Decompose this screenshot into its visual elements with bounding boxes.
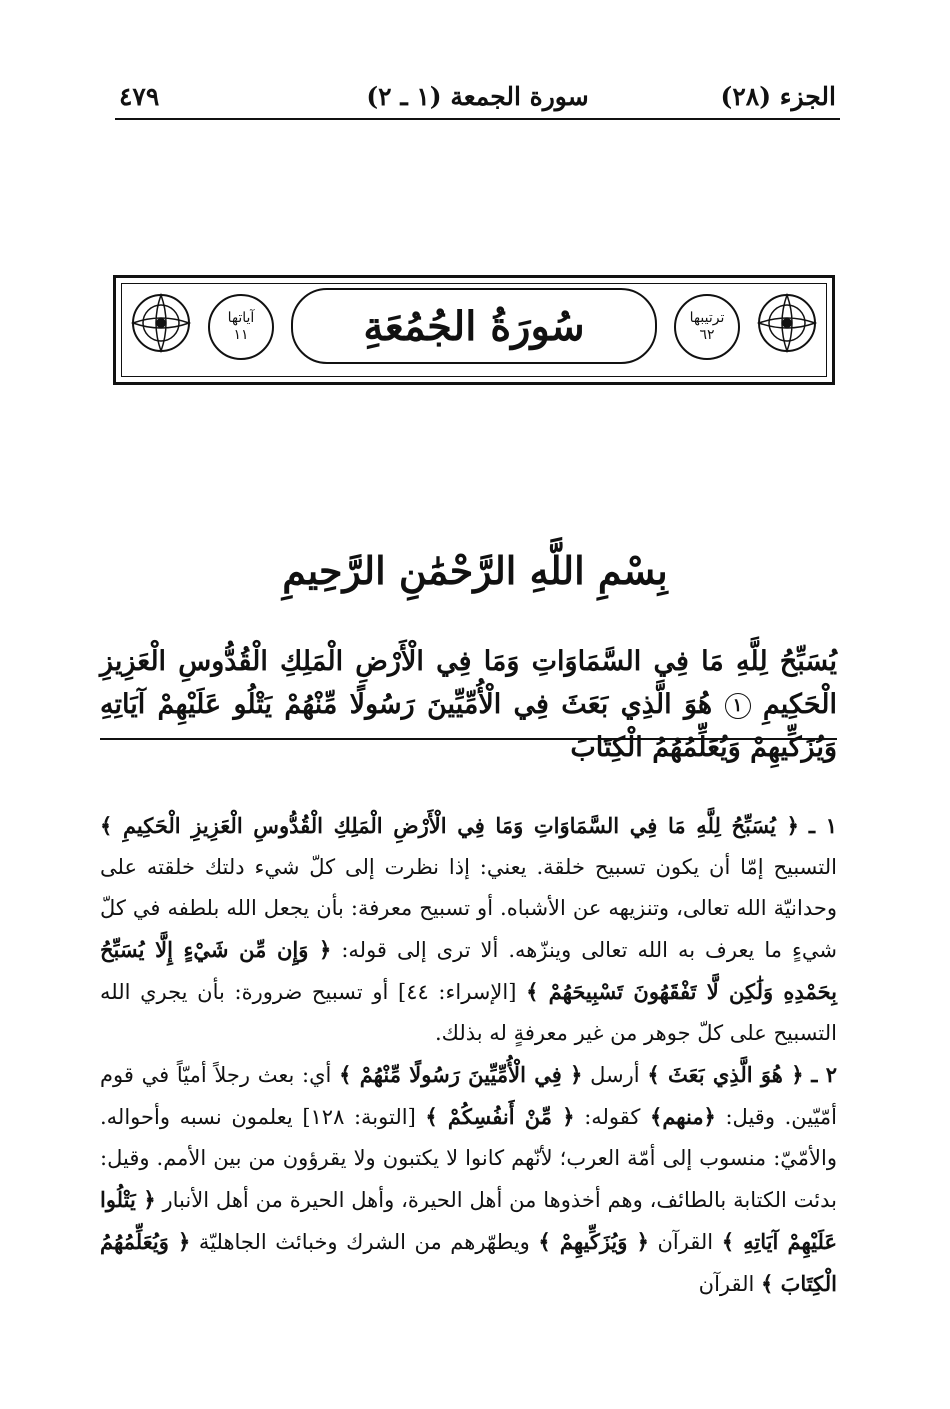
commentary-text: [التوبة: ١٢٨] يعلمون نسبه وأحواله. والأمّيّ: منسوب إلى أمّة العرب؛ لأنّهم كانوا لا يكتبون ولا يقرؤون من بين الأمم. وقيل: بدئت الكتابة بالطائف، وهم أخذوها من أهل الحيرة، وأهل الحيرة من أهل الأنبار: [100, 1105, 838, 1212]
page-header: [115, 78, 840, 120]
surah-name-cartouche: [291, 288, 657, 364]
commentary-text: القرآن: [698, 1272, 762, 1296]
quoted-verse: ﴿ فِي الْأُمِّيِّينَ رَسُولًا مِّنْهُمْ ﴾: [339, 1062, 583, 1087]
surah-range-title: سورة الجمعة (١ ـ ٢): [366, 82, 589, 111]
part-label: الجزء (٢٨): [720, 82, 836, 111]
surah-banner: [113, 275, 835, 385]
quoted-verse: ﴿ وَإِن مِّن شَيْءٍ إِلَّا يُسَبِّحُ بِحَمْدِهِ وَلَٰكِن لَّا تَفْقَهُونَ تَسْبِيحَهُمْ ﴾: [100, 937, 837, 1004]
page-number: ٤٧٩: [119, 82, 160, 111]
commentary-text: التسبيح إمّا أن يكون تسبيح خلقة. يعني: إذا نظرت إلى كلّ شيء دلتك خلقته على وحدانيّة الله تعالى، وتنزيهه عن الأشباه. أو تسبيح معرفة: بأن يجعل الله بلطفه في كلّ شيءٍ ما يعرف به الله تعالى وينزّهه. ألا ترى إلى قوله:: [100, 855, 837, 962]
verse-2: هُوَ الَّذِي بَعَثَ فِي الْأُمِّيِّينَ رَسُولًا مِّنْهُمْ يَتْلُو عَلَيْهِمْ آيَاتِهِ وَيُزَكِّيهِمْ وَيُعَلِّمُهُمُ الْكِتَابَ: [100, 689, 837, 763]
commentary-text: القرآن: [648, 1230, 722, 1254]
commentary-text: ويطهّرهم من الشرك وخبائث الجاهليّة: [190, 1230, 539, 1254]
quoted-verse: ﴿ يَتْلُوا عَلَيْهِمْ آيَاتِهِ ﴾: [100, 1187, 838, 1254]
commentary-paragraph-1: [100, 805, 837, 1054]
verses-value: ١١: [233, 327, 249, 343]
quran-verses: [100, 640, 837, 769]
basmala: بِسْمِ اللَّهِ الرَّحْمَٰنِ الرَّحِيمِ: [282, 548, 668, 593]
order-value: ٦٢: [699, 327, 715, 343]
quoted-verse: ﴿ وَيُزَكِّيهِمْ ﴾: [538, 1229, 649, 1254]
right-ornament-icon: [752, 288, 822, 358]
verse-number-1: ١: [725, 693, 751, 719]
paragraph-number: ١ ـ: [808, 813, 837, 838]
verses-label: آياتها: [227, 310, 255, 327]
verse-count-medallion: [208, 294, 274, 360]
commentary-paragraph-2: [100, 1054, 837, 1305]
quoted-verse: ﴿منهم﴾: [650, 1104, 716, 1129]
commentary-text: كقوله:: [574, 1105, 651, 1129]
commentary-text: أي: بعث رجلاً أميّاً في قوم أمّيّين. وقيل:: [100, 1063, 838, 1129]
order-label: ترتيبها: [689, 310, 725, 327]
verse-1: يُسَبِّحُ لِلَّهِ مَا فِي السَّمَاوَاتِ وَمَا فِي الْأَرْضِ الْمَلِكِ الْقُدُّوسِ الْعَزِيزِ الْحَكِيمِ: [100, 646, 838, 720]
surah-name: سُورَةُ الجُمُعَةِ: [363, 302, 585, 350]
quoted-verse: ﴿ وَيُعَلِّمُهُمُ الْكِتَابَ ﴾: [100, 1229, 837, 1296]
quoted-verse: ﴿ يُسَبِّحُ لِلَّهِ مَا فِي السَّمَاوَاتِ وَمَا فِي الْأَرْضِ الْمَلِكِ الْقُدُّوسِ الْعَزِيزِ الْحَكِيمِ ﴾: [100, 813, 799, 838]
commentary-text: أرسل: [582, 1063, 648, 1087]
left-ornament-icon: [126, 288, 196, 358]
commentary-text: [الإسراء: ٤٤] أو تسبيح ضرورة: بأن يجري الله التسبيح على كلّ جوهر من غير معرفةٍ له بذلك.: [100, 980, 837, 1045]
quoted-verse: ﴿ مِّنْ أَنفُسِكُمْ ﴾: [425, 1104, 575, 1129]
surah-order-medallion: [674, 294, 740, 360]
paragraph-number: ٢ ـ: [811, 1062, 837, 1087]
commentary: [100, 805, 837, 1305]
verses-divider: [100, 738, 837, 740]
quoted-verse: ﴿ هُوَ الَّذِي بَعَثَ ﴾: [647, 1062, 804, 1087]
